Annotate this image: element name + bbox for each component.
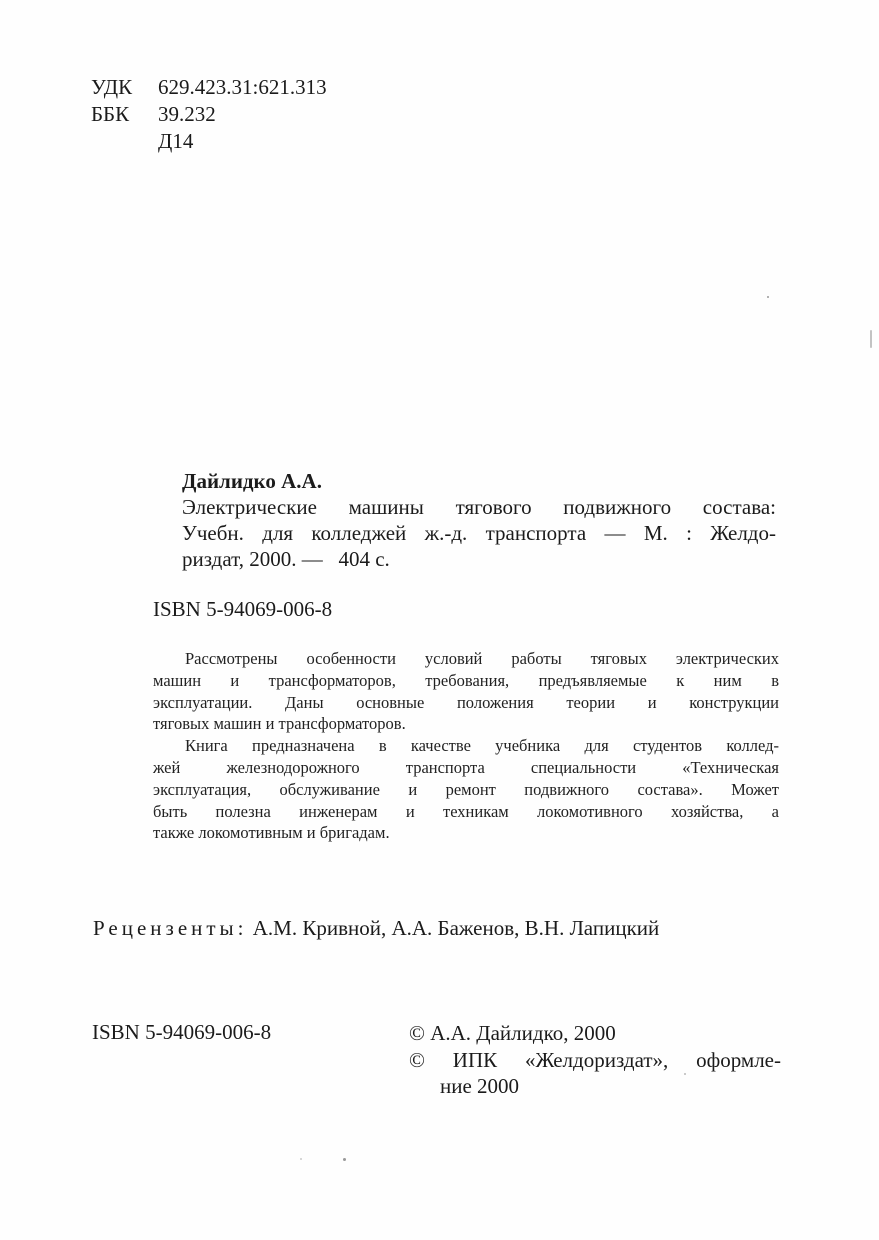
bbk-value: 39.232: [158, 102, 216, 126]
author-mark: Д14: [158, 129, 194, 153]
classification-codes: [91, 74, 327, 155]
copyright-line: © А.А. Дайлидко, 2000: [409, 1021, 616, 1045]
annotation-line: быть полезна инженерам и техникам локомотивного хозяйства, а: [153, 801, 779, 821]
scan-speck: [684, 1073, 686, 1075]
scan-speck: [870, 330, 872, 348]
scan-speck: [300, 1158, 302, 1160]
copyright-line: © ИПК «Желдориздат», оформле-: [409, 1047, 781, 1072]
reviewers-label: Рецензенты:: [93, 916, 248, 940]
udk-value: 629.423.31:621.313: [158, 75, 327, 99]
isbn-bottom: ISBN 5-94069-006-8: [92, 1020, 272, 1044]
annotation-line: эксплуатация, обслуживание и ремонт подвижного состава». Может: [153, 779, 779, 799]
copyright-block: [409, 1020, 781, 1100]
book-title-line: риздат, 2000. — 404 с.: [182, 547, 390, 571]
annotation-line: тяговых машин и трансформаторов.: [153, 714, 406, 734]
reviewers-names: А.М. Кривной, А.А. Баженов, В.Н. Лапицкий: [252, 916, 660, 940]
bibliographic-record: [182, 468, 776, 572]
bbk-row: [91, 101, 327, 128]
annotation: [153, 648, 779, 844]
annotation-line: эксплуатации. Даны основные положения теории и конструкции: [153, 692, 779, 712]
annotation-line: также локомотивным и бригадам.: [153, 823, 390, 843]
scan-speck: [343, 1158, 346, 1161]
reviewers: [93, 916, 659, 941]
udk-label: УДК: [91, 75, 133, 99]
annotation-line: Книга предназначена в качестве учебника для студентов коллед-: [185, 736, 779, 756]
copyright-line: ние 2000: [440, 1074, 520, 1098]
udk-row: [91, 74, 327, 101]
book-title-line: Учебн. для колледжей ж.-д. транспорта — М. : Желдо-: [182, 521, 776, 545]
annotation-line: жей железнодорожного транспорта специальности «Техническая: [153, 757, 779, 777]
annotation-line: машин и трансформаторов, требования, предъявляемые к ним в: [153, 670, 779, 690]
scan-speck: [767, 296, 769, 298]
author-name: Дайлидко А.А.: [182, 469, 322, 493]
isbn-main: ISBN 5-94069-006-8: [153, 597, 333, 621]
bbk-label: ББК: [91, 102, 130, 126]
annotation-line: Рассмотрены особенности условий работы тяговых электрических: [185, 649, 779, 668]
book-title-line: Электрические машины тягового подвижного состава:: [182, 495, 776, 519]
